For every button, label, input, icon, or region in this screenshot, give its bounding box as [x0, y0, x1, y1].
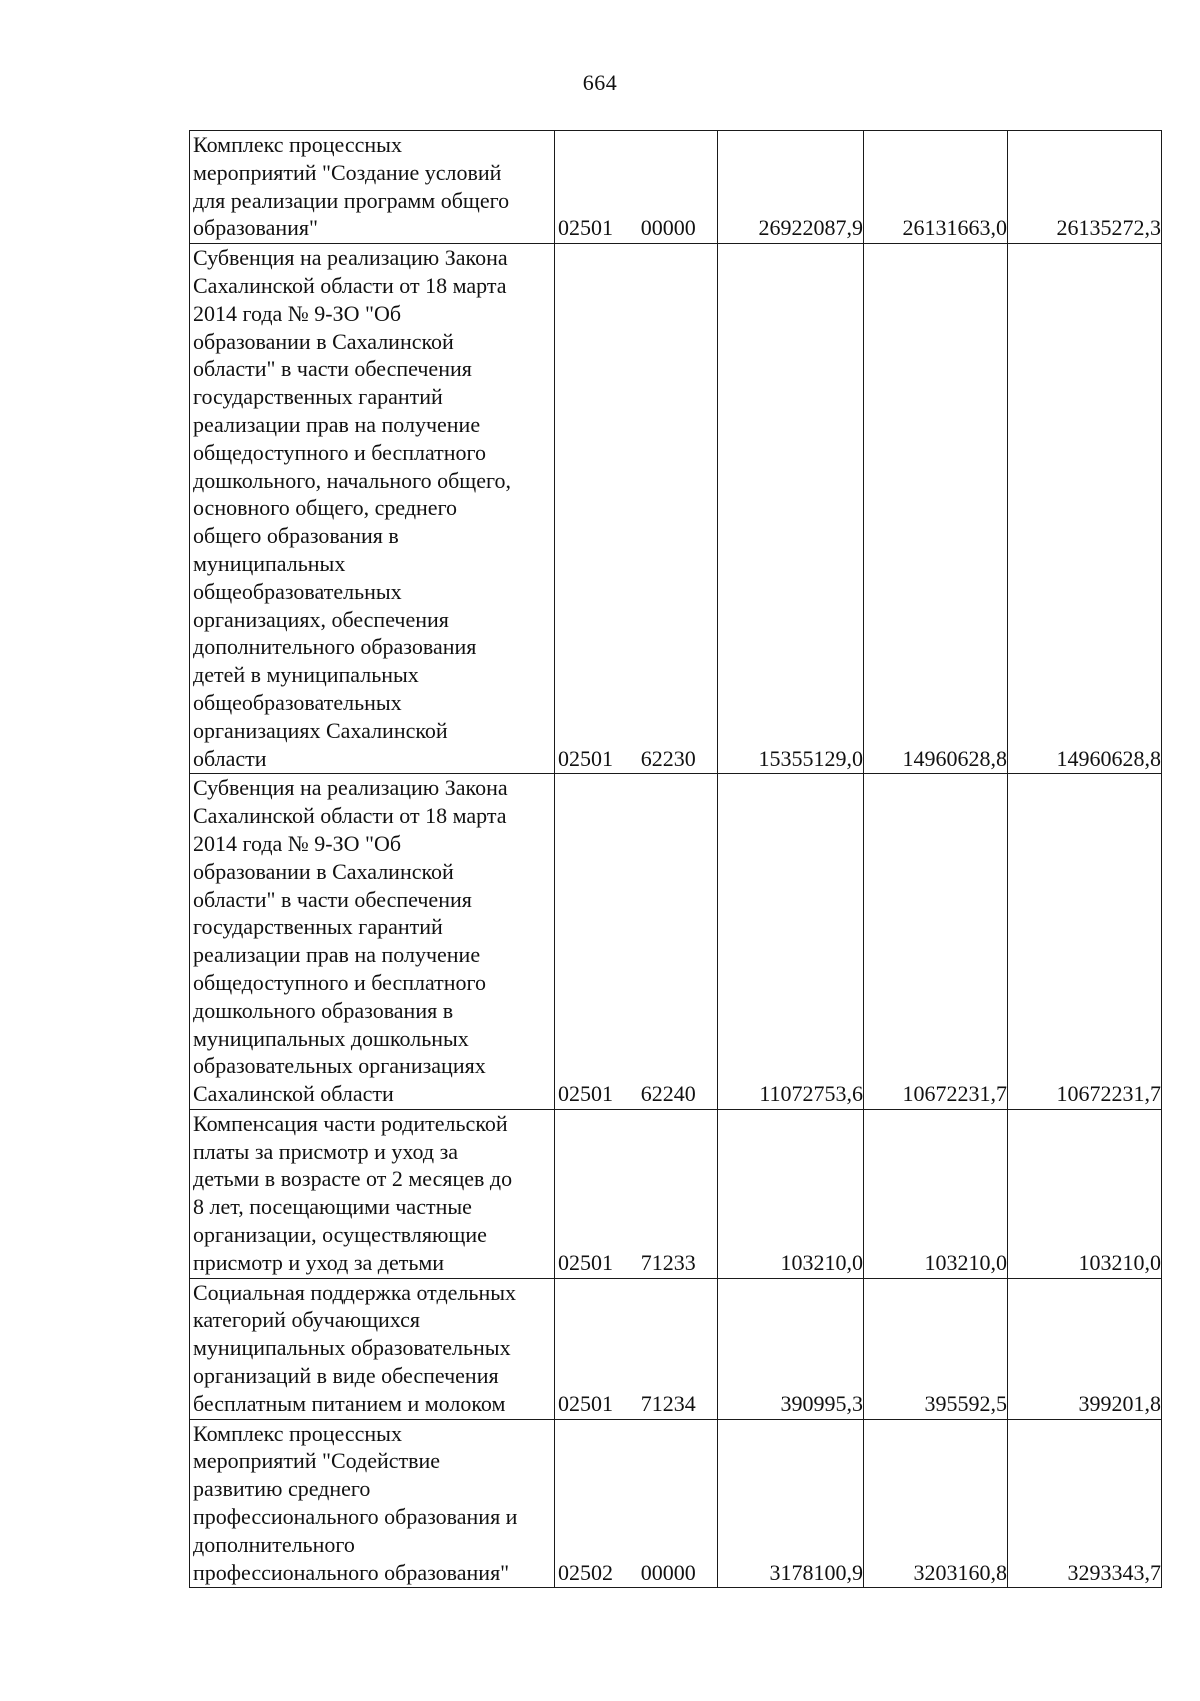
program-code: 02501	[555, 1278, 617, 1419]
table-row	[190, 1109, 1162, 1278]
amount-year-1: 15355129,0	[718, 244, 864, 774]
direction-code: 62240	[617, 774, 718, 1110]
amount-year-2: 3203160,8	[864, 1419, 1008, 1588]
amount-year-3: 103210,0	[1008, 1109, 1162, 1278]
table-row	[190, 774, 1162, 1110]
amount-year-1: 11072753,6	[718, 774, 864, 1110]
table-row	[190, 1419, 1162, 1588]
budget-table	[189, 130, 1162, 1588]
amount-year-2: 26131663,0	[864, 131, 1008, 244]
row-description: Субвенция на реализацию Закона Сахалинской области от 18 марта 2014 года № 9-ЗО "Об образовании в Сахалинской области" в части обеспечения государственных гарантий реализации прав на получение общедоступного и бесплатного дошкольного образования в муниципальных дошкольных образовательных организациях Сахалинской области	[190, 774, 555, 1110]
amount-year-1: 26922087,9	[718, 131, 864, 244]
program-code: 02501	[555, 244, 617, 774]
amount-year-2: 14960628,8	[864, 244, 1008, 774]
amount-year-1: 103210,0	[718, 1109, 864, 1278]
program-code: 02501	[555, 1109, 617, 1278]
amount-year-1: 390995,3	[718, 1278, 864, 1419]
row-description: Компенсация части родительской платы за присмотр и уход за детьми в возрасте от 2 месяцев до 8 лет, посещающими частные организации, осуществляющие присмотр и уход за детьми	[190, 1109, 555, 1278]
page-number: 664	[582, 70, 618, 95]
program-code: 02501	[555, 131, 617, 244]
amount-year-3: 10672231,7	[1008, 774, 1162, 1110]
amount-year-3: 399201,8	[1008, 1278, 1162, 1419]
row-description: Социальная поддержка отдельных категорий обучающихся муниципальных образовательных организаций в виде обеспечения бесплатным питанием и молоком	[190, 1278, 555, 1419]
row-description: Комплекс процессных мероприятий "Содействие развитию среднего профессионального образования и дополнительного профессионального образования"	[190, 1419, 555, 1588]
direction-code: 62230	[617, 244, 718, 774]
program-code: 02502	[555, 1419, 617, 1588]
direction-code: 00000	[617, 1419, 718, 1588]
amount-year-3: 3293343,7	[1008, 1419, 1162, 1588]
row-description: Субвенция на реализацию Закона Сахалинской области от 18 марта 2014 года № 9-ЗО "Об образовании в Сахалинской области" в части обеспечения государственных гарантий реализации прав на получение общедоступного и бесплатного дошкольного, начального общего, основного общего, среднего общего образования в муниципальных общеобразовательных организациях, обеспечения дополнительного образования детей в муниципальных общеобразовательных организациях Сахалинской области	[190, 244, 555, 774]
program-code: 02501	[555, 774, 617, 1110]
amount-year-3: 14960628,8	[1008, 244, 1162, 774]
table-row	[190, 1278, 1162, 1419]
table-row	[190, 131, 1162, 244]
amount-year-2: 103210,0	[864, 1109, 1008, 1278]
table-row	[190, 244, 1162, 774]
direction-code: 71233	[617, 1109, 718, 1278]
amount-year-1: 3178100,9	[718, 1419, 864, 1588]
amount-year-2: 395592,5	[864, 1278, 1008, 1419]
amount-year-2: 10672231,7	[864, 774, 1008, 1110]
amount-year-3: 26135272,3	[1008, 131, 1162, 244]
direction-code: 00000	[617, 131, 718, 244]
row-description: Комплекс процессных мероприятий "Создание условий для реализации программ общего образования"	[190, 131, 555, 244]
direction-code: 71234	[617, 1278, 718, 1419]
